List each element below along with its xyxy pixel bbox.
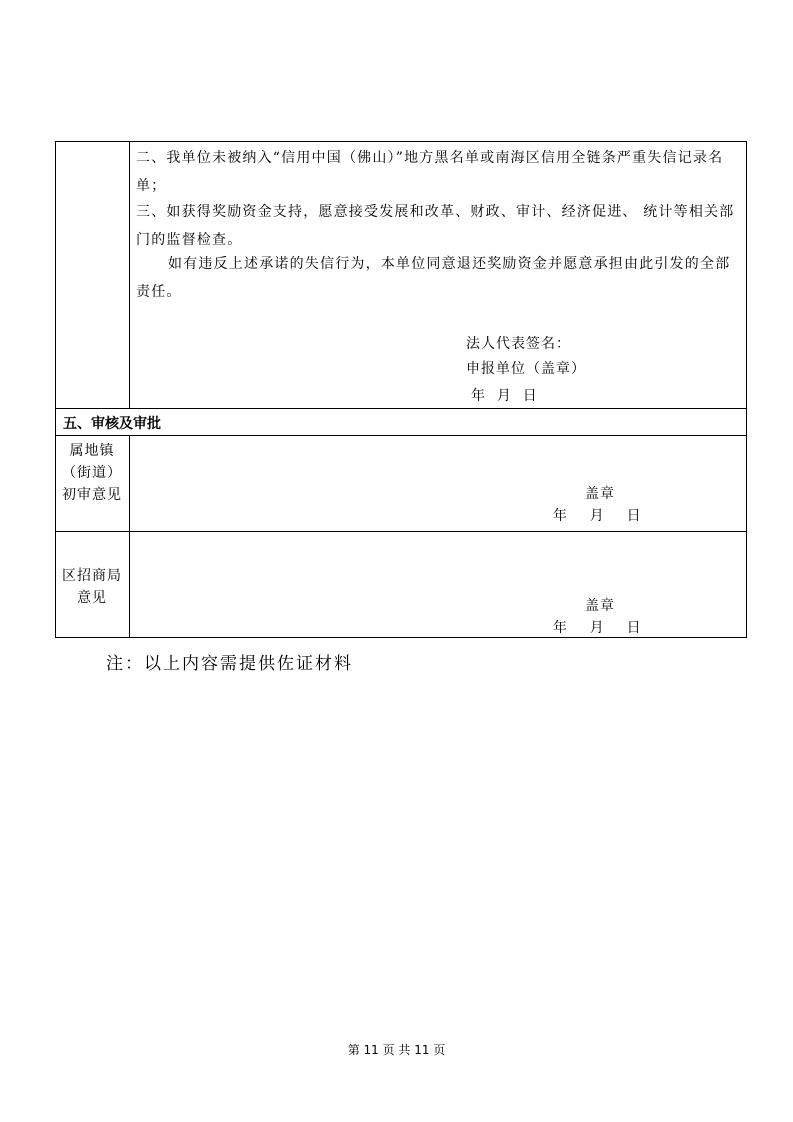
table-divider-horizontal	[55, 435, 747, 436]
section-title: 五、审核及审批	[63, 416, 161, 432]
commitment-breach-clause: 如有违反上述承诺的失信行为，本单位同意退还奖励资金并愿意承担由此引发的全部责任。	[136, 256, 731, 300]
table-divider-horizontal	[55, 408, 747, 409]
date-label: 年 月 日	[553, 620, 642, 636]
legal-rep-signature-label: 法人代表签名：	[466, 336, 571, 352]
commitment-date: 年 月 日	[471, 388, 538, 404]
page-footer: 第 11 页 共 11 页	[347, 1043, 446, 1057]
date-label: 年 月 日	[553, 508, 642, 524]
commitment-item-3: 三、如获得奖励资金支持，愿意接受发展和改革、财政、审计、经济促进、 统计等相关部门的监督检查。	[136, 204, 735, 248]
seal-label: 盖章	[585, 486, 615, 502]
table-divider-vertical	[129, 435, 130, 638]
table-divider-horizontal	[55, 531, 747, 532]
applicant-seal-label: 申报单位（盖章）	[466, 361, 586, 377]
note: 注：以上内容需提供佐证材料	[106, 654, 353, 674]
table-divider-vertical	[129, 141, 130, 408]
row-label-investment-bureau: 区招商局意见	[62, 568, 122, 606]
row-label-town-review: 属地镇（街道）初审意见	[62, 443, 122, 503]
commitment-item-2: 二、我单位未被纳入“信用中国（佛山）”地方黑名单或南海区信用全链条严重失信记录名单；	[136, 150, 724, 194]
seal-label: 盖章	[585, 598, 615, 614]
